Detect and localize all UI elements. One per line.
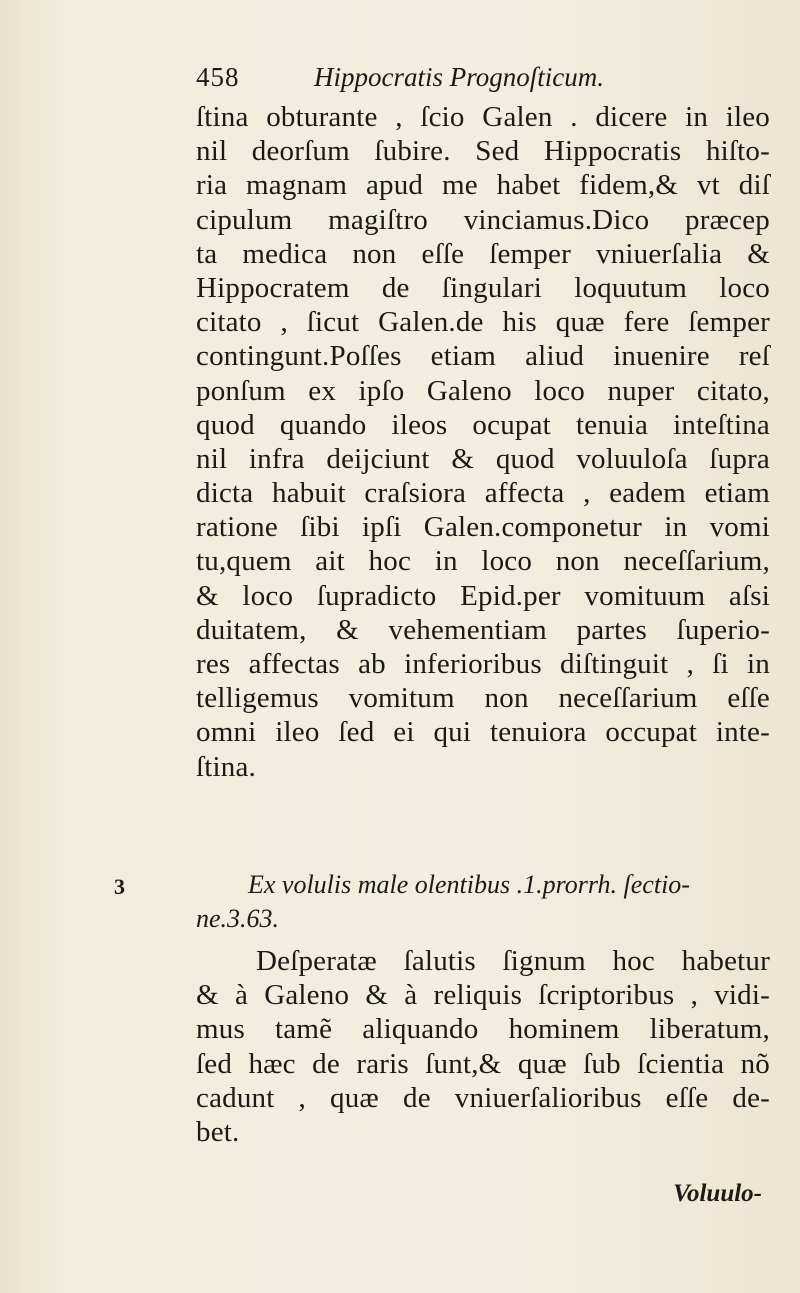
marginal-number: 3 — [114, 874, 125, 899]
text-line: duitatem, & vehementiam partes ſuperio- — [196, 613, 770, 646]
text-line: ta medica non eſſe ſemper vniuerſalia & — [196, 237, 770, 270]
text-line: quod quando ileos ocupat tenuia inteſtina — [196, 408, 770, 441]
text-line: telligemus vomitum non neceſſarium eſſe — [196, 682, 770, 715]
page-number: 458 — [196, 62, 240, 92]
text-line: nil infra deijciunt & quod voluuloſa ſupra — [196, 442, 770, 475]
citation-line: Ex volulis male olentibus .1.prorrh. ſectio- — [248, 870, 690, 899]
paragraph-1 — [196, 100, 770, 784]
text-line: ſtina. — [196, 750, 256, 783]
text-line: ſed hæc de raris ſunt,& quæ ſub ſcientia nõ — [196, 1047, 770, 1080]
text-line: res affectas ab inferioribus diſtinguit , ſi in — [196, 648, 770, 680]
paragraph-2 — [196, 944, 770, 1149]
text-line: & à Galeno & à reliquis ſcriptoribus , vidi- — [196, 979, 770, 1012]
text-line: & loco ſupradicto Epid.per vomituum aſsi — [196, 579, 770, 612]
text-line: Hippocratem de ſingulari loquutum loco — [196, 271, 770, 304]
text-line: mus tamẽ aliquando hominem liberatum, — [196, 1013, 770, 1046]
citation-heading — [196, 868, 770, 936]
text-line: dicta habuit craſsiora affecta , eadem etiam — [196, 477, 770, 510]
text-line: cipulum magiſtro vinciamus.Dico præcep — [196, 203, 770, 236]
text-line: nil deorſum ſubire. Sed Hippocratis hiſto- — [196, 135, 770, 168]
catchword: Voluulo- — [673, 1180, 762, 1207]
text-line: cadunt , quæ de vniuerſalioribus eſſe de- — [196, 1081, 770, 1114]
text-line: ratione ſibi ipſi Galen.componetur in vomi — [196, 511, 770, 544]
page-header — [196, 62, 756, 102]
running-title: Hippocratis Prognoſticum. — [314, 62, 604, 92]
text-line: omni ileo ſed ei qui tenuiora occupat inte- — [196, 716, 770, 749]
text-line: ria magnam apud me habet fidem,& vt diſ — [196, 169, 770, 202]
text-line: ſtina obturante , ſcio Galen . dicere in ileo — [196, 101, 770, 133]
text-line: tu,quem ait hoc in loco non neceſſarium, — [196, 545, 770, 578]
text-line: contingunt.Poſſes etiam aliud inuenire reſ — [196, 340, 770, 373]
text-line: bet. — [196, 1115, 240, 1148]
text-line: Deſperatæ ſalutis ſignum hoc habetur — [256, 945, 770, 977]
text-line: ponſum ex ipſo Galeno loco nuper citato, — [196, 374, 770, 407]
text-line: citato , ſicut Galen.de his quæ fere ſemper — [196, 306, 770, 339]
citation-line: ne.3.63. — [196, 904, 280, 933]
